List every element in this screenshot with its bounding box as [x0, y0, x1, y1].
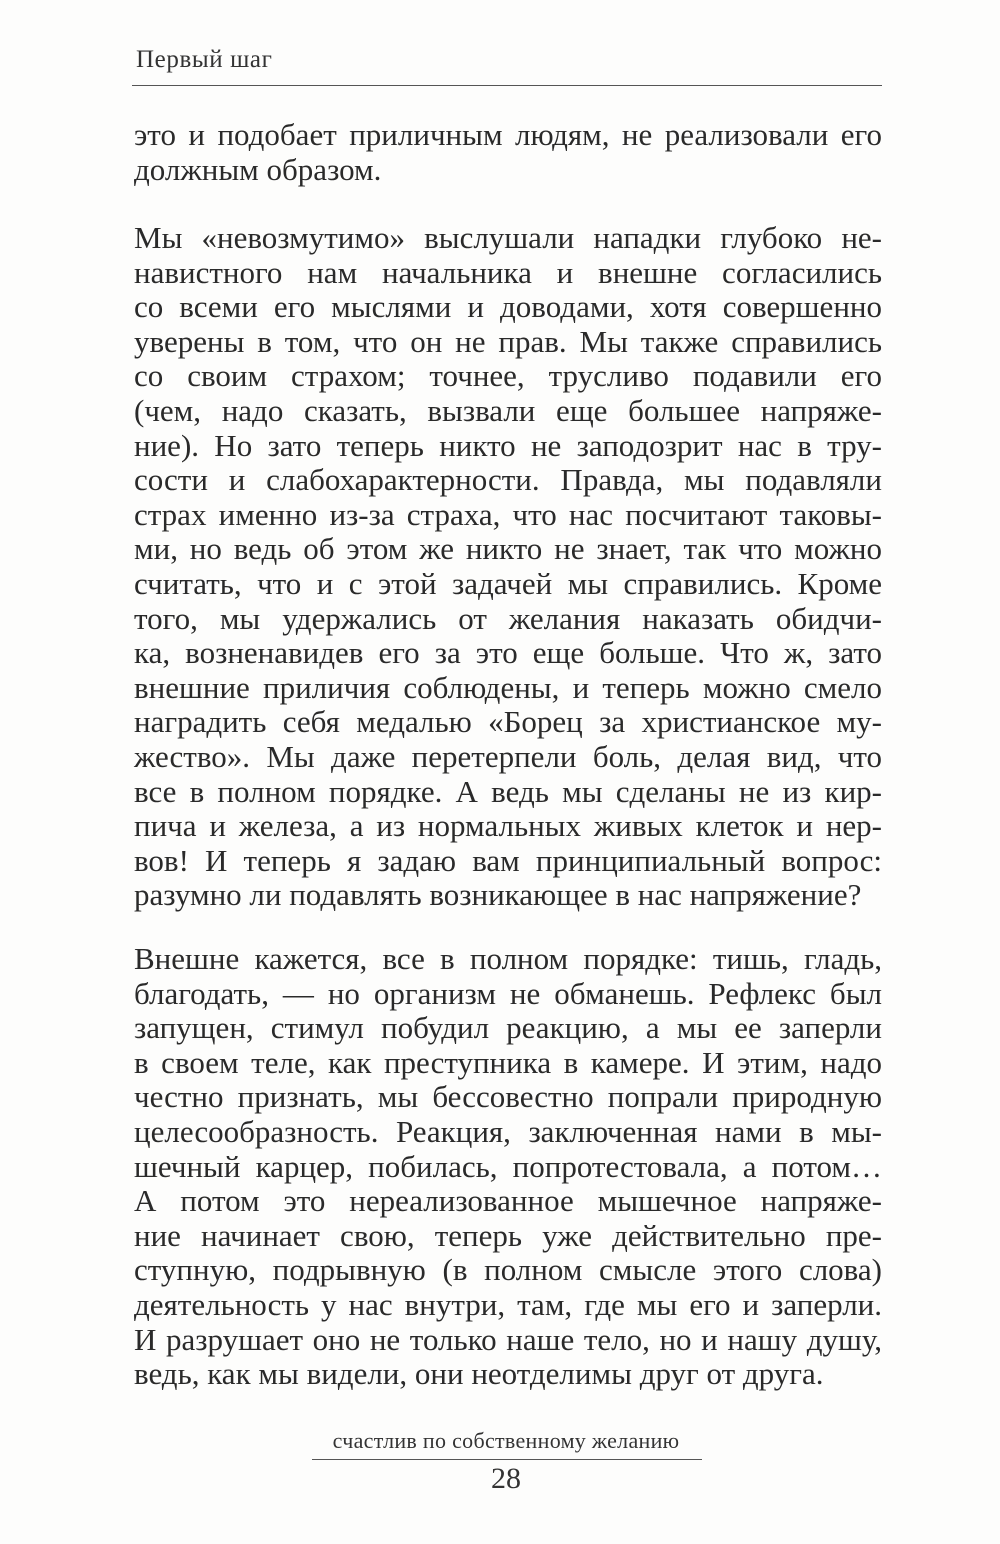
text-line: шечный карцер, побилась, попротестовала, а потом… [134, 1148, 882, 1184]
text-line: ведь, как мы видели, они неотделимы друг от друга. [134, 1356, 824, 1392]
text-line: со всеми его мыслями и доводами, хотя совершенно [134, 289, 882, 325]
text-line: считать, что и с этой задачей мы справились. Кроме [134, 565, 882, 601]
text-line: И разрушает оно не только наше тело, но и нашу душу, [134, 1321, 882, 1357]
text-line: разумно ли подавлять возникающее в нас напряжение? [134, 877, 862, 913]
text-line: сости и слабохарактерности. Правда, мы подавляли [134, 462, 882, 498]
text-line: запущен, стимул побудил реакцию, а мы ее заперли [134, 1010, 882, 1046]
text-line: уверены в том, что он не прав. Мы также справились [134, 323, 882, 359]
text-line: ступную, подрывную (в полном смысле этого слова) [134, 1252, 882, 1288]
page-number: 28 [491, 1462, 521, 1495]
paragraph-1 [134, 118, 882, 187]
text-line: А потом это нереализованное мышечное напряже- [134, 1183, 882, 1219]
text-line: жество». Мы даже перетерпели боль, делая вид, что [134, 738, 882, 774]
text-line: навистного нам начальника и внешне согласились [134, 254, 882, 290]
text-line: внешние приличия соблюдены, и теперь можно смело [134, 669, 882, 705]
text-line: ка, возненавидев его за это еще больше. Что ж, зато [134, 635, 882, 671]
paragraph-3 [134, 942, 882, 1392]
text-line: в своем теле, как преступника в камере. И этим, надо [134, 1044, 882, 1080]
text-line: ние). Но зато теперь никто не заподозрит нас в тру- [134, 427, 882, 463]
text-line: страх именно из-за страха, что нас посчитают таковы- [134, 496, 882, 532]
footer-book-title: счастлив по собственному желанию [332, 1428, 680, 1453]
text-line: Мы «невозмутимо» выслушали нападки глубоко не- [134, 220, 882, 255]
text-line: Внешне кажется, все в полном порядке: тишь, гладь, [134, 941, 882, 976]
text-line: благодать, — но организм не обманешь. Рефлекс был [134, 975, 882, 1011]
footer-rule [312, 1459, 702, 1460]
text-line: целесообразность. Реакция, заключенная нами в мы- [134, 1113, 882, 1149]
running-head: Первый шаг [136, 46, 273, 73]
paragraph-2 [134, 221, 882, 913]
text-line: со своим страхом; точнее, трусливо подавили его [134, 358, 882, 394]
text-line: (чем, надо сказать, вызвали еще большее напряже- [134, 392, 882, 428]
header-rule [132, 85, 882, 86]
text-line: вов! И теперь я задаю вам принципиальный вопрос: [134, 842, 882, 878]
text-line: честно признать, мы бессовестно попрали природную [134, 1079, 882, 1115]
text-line: это и подобает приличным людям, не реализовали его [134, 117, 882, 152]
text-line: ми, но ведь об этом же никто не знает, так что можно [134, 531, 882, 567]
text-line: все в полном порядке. А ведь мы сделаны не из кир- [134, 773, 882, 809]
text-line: должным образом. [134, 151, 382, 187]
text-line: пича и железа, а из нормальных живых клеток и нер- [134, 808, 882, 844]
text-line: деятельность у нас внутри, там, где мы его и заперли. [134, 1286, 882, 1322]
text-line: того, мы удержались от желания наказать обидчи- [134, 600, 882, 636]
text-line: наградить себя медалью «Борец за христианское му- [134, 704, 882, 740]
text-line: ние начинает свою, теперь уже действительно пре- [134, 1217, 882, 1253]
